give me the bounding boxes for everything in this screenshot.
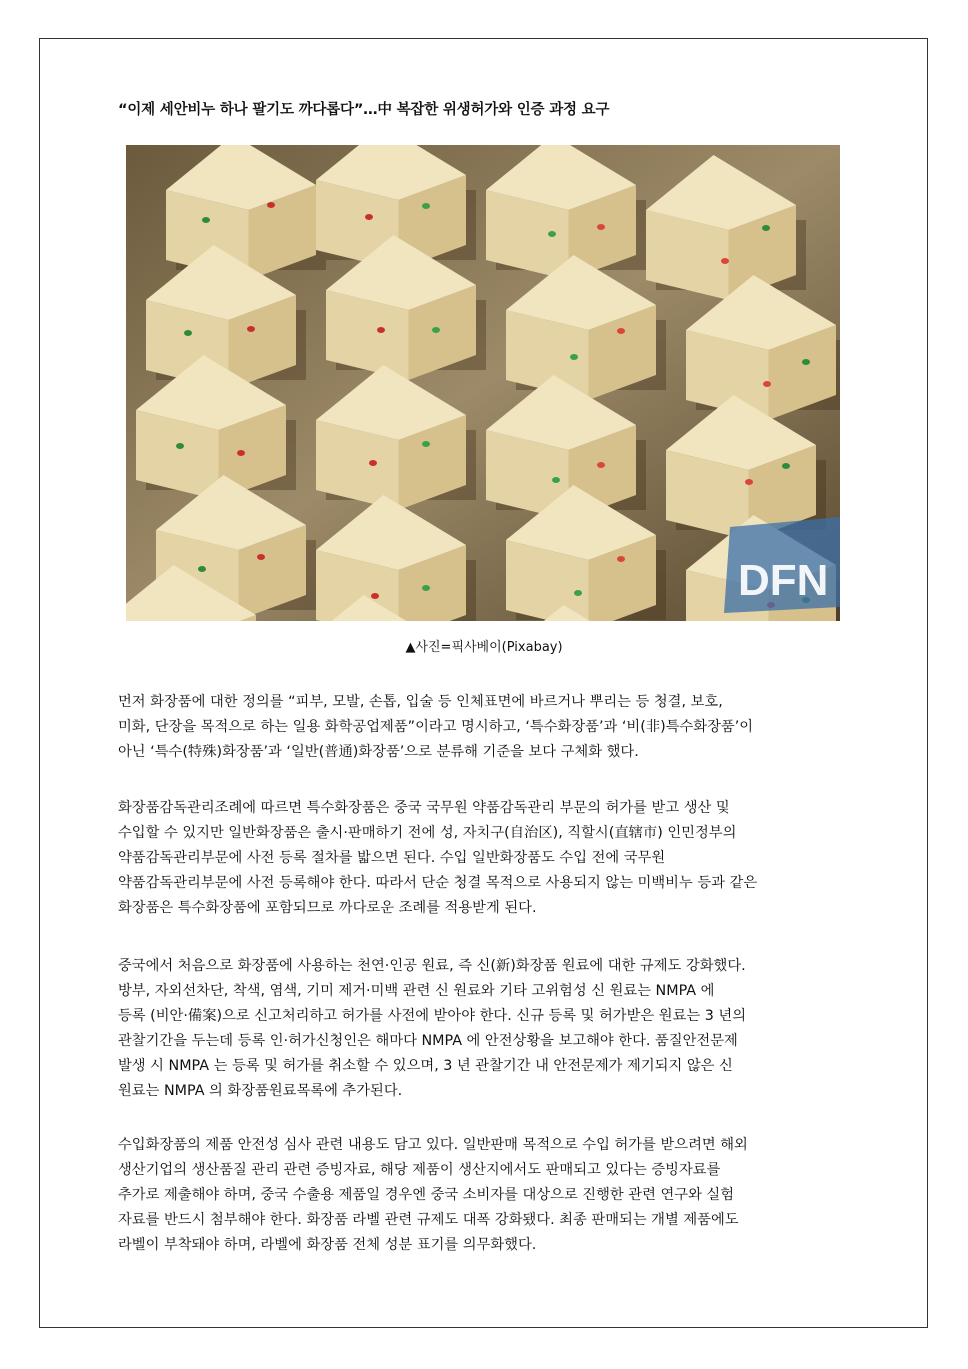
- dfn-watermark: [724, 517, 840, 613]
- text-line: 수입할 수 있지만 일반화장품은 출시·판매하기 전에 성, 자치구(自治区), 직할시(直辖市) 인민정부의: [118, 825, 737, 841]
- text-line: 방부, 자외선차단, 착색, 염색, 기미 제거·미백 관련 신 원료와 기타 고위험성 신 원료는 NMPA 에: [118, 983, 715, 999]
- text-line: 약품감독관리부문에 사전 등록 절차를 밟으면 된다. 수입 일반화장품도 수입 전에 국무원: [118, 850, 666, 866]
- text-line: 추가로 제출해야 하며, 중국 수출용 제품일 경우엔 중국 소비자를 대상으로 진행한 관련 연구와 실험: [118, 1187, 735, 1203]
- text-line: 관찰기간을 두는데 등록 인·허가신청인은 해마다 NMPA 에 안전상황을 보고해야 한다. 품질안전문제: [118, 1033, 738, 1049]
- text-line: 등록 (비안·備案)으로 신고처리하고 허가를 사전에 받아야 한다. 신규 등록 및 허가받은 원료는 3 년의: [118, 1008, 747, 1024]
- paragraph-definition: [118, 690, 858, 765]
- text-line: 아닌 ‘특수(特殊)화장품’과 ‘일반(普通)화장품’으로 분류해 기준을 보다 구체화 했다.: [118, 744, 639, 760]
- paragraph-regulation: [118, 796, 858, 921]
- text-line: 발생 시 NMPA 는 등록 및 허가를 취소할 수 있으며, 3 년 관찰기간 내 안전문제가 제기되지 않은 신: [118, 1058, 733, 1074]
- text-line: 약품감독관리부문에 사전 등록해야 한다. 따라서 단순 청결 목적으로 사용되지 않는 미백비누 등과 같은: [118, 875, 758, 891]
- text-line: 화장품감독관리조례에 따르면 특수화장품은 중국 국무원 약품감독관리 부문의 허가를 받고 생산 및: [118, 800, 730, 816]
- text-line: 자료를 반드시 첨부해야 한다. 화장품 라벨 관련 규제도 대폭 강화됐다. 최종 판매되는 개별 제품에도: [118, 1212, 739, 1228]
- paragraph-import-safety: [118, 1133, 858, 1258]
- text-line: 원료는 NMPA 의 화장품원료목록에 추가된다.: [118, 1083, 403, 1099]
- article-headline: “이제 세안비누 하나 팔기도 까다롭다”…中 복잡한 위생허가와 인증 과정 요구: [118, 102, 610, 118]
- text-line: 생산기업의 생산품질 관리 관련 증빙자료, 해당 제품이 생산지에서도 판매되고 있다는 증빙자료를: [118, 1162, 721, 1178]
- text-line: 먼저 화장품에 대한 정의를 “피부, 모발, 손톱, 입술 등 인체표면에 바르거나 뿌리는 등 청결, 보호,: [118, 694, 723, 710]
- text-line: 중국에서 처음으로 화장품에 사용하는 천연·인공 원료, 즉 신(新)화장품 원료에 대한 규제도 강화했다.: [118, 958, 746, 974]
- text-line: 수입화장품의 제품 안전성 심사 관련 내용도 담고 있다. 일반판매 목적으로 수입 허가를 받으려면 해외: [118, 1137, 748, 1153]
- article-photo: [126, 145, 840, 621]
- paragraph-new-ingredients: [118, 954, 858, 1104]
- svg-text:DFN: DFN: [738, 556, 829, 605]
- photo-caption: ▲사진=픽사베이(Pixabay): [405, 640, 563, 655]
- text-line: 라벨이 부착돼야 하며, 라벨에 화장품 전체 성분 표기를 의무화했다.: [118, 1237, 537, 1253]
- text-line: 미화, 단장을 목적으로 하는 일용 화학공업제품”이라고 명시하고, ‘특수화장품’과 ‘비(非)특수화장품’이: [118, 719, 754, 735]
- text-line: 화장품은 특수화장품에 포함되므로 까다로운 조례를 적용받게 된다.: [118, 900, 537, 916]
